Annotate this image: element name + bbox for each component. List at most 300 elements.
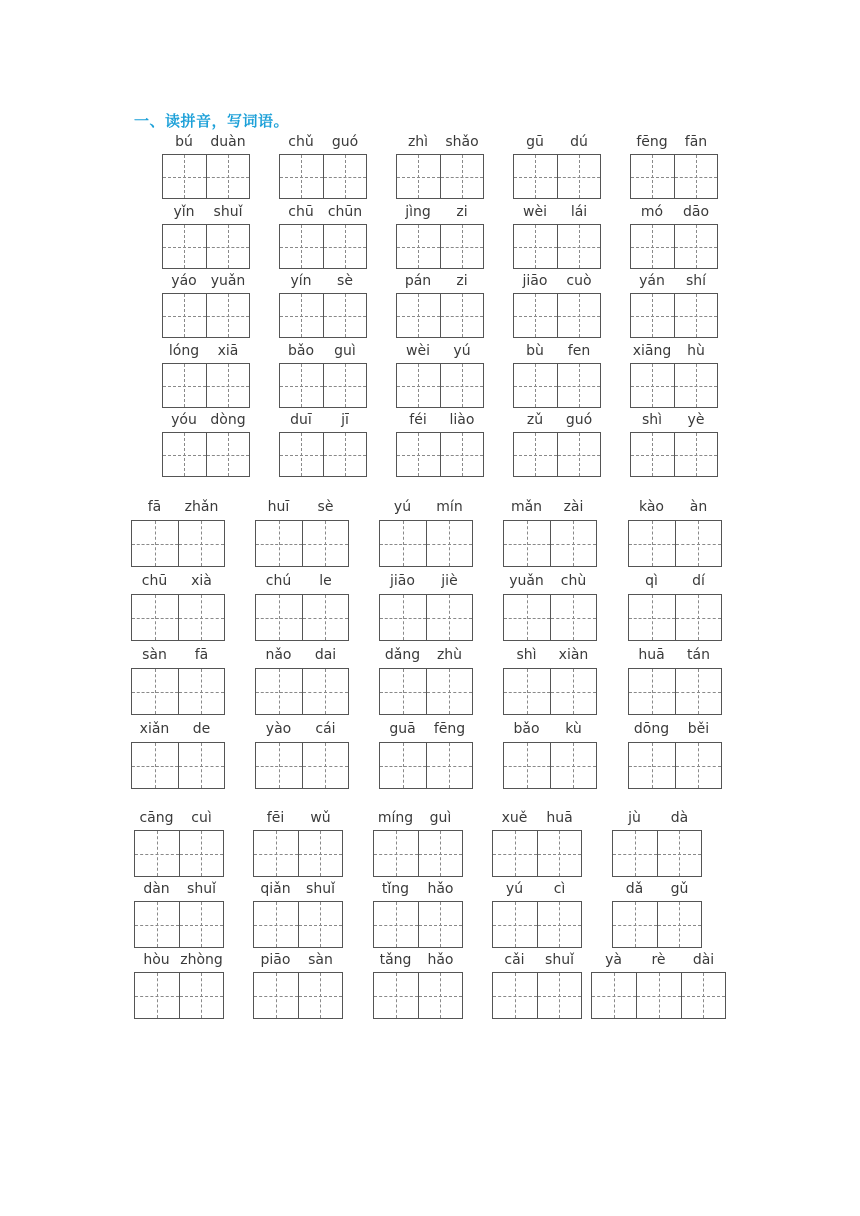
writing-grid[interactable] (134, 972, 224, 1019)
tian-zi-cell[interactable] (280, 294, 323, 337)
pinyin-syllable: xiàn (558, 647, 589, 663)
writing-grid[interactable] (379, 520, 473, 567)
pinyin-syllable: duī (290, 412, 312, 428)
writing-grid[interactable] (373, 901, 463, 948)
pinyin-line (379, 719, 473, 739)
pinyin-line (396, 132, 484, 152)
pinyin-syllable: yú (453, 343, 471, 359)
word-item (279, 341, 367, 408)
tian-zi-cell[interactable] (629, 743, 675, 788)
pinyin-line (628, 645, 722, 665)
word-item (396, 410, 484, 477)
tian-zi-cell[interactable] (426, 595, 472, 640)
writing-grid[interactable] (134, 830, 224, 877)
pinyin-line (379, 571, 473, 591)
tian-zi-cell[interactable] (514, 294, 557, 337)
tian-zi-cell[interactable] (557, 155, 600, 198)
word-item (162, 202, 250, 269)
tian-zi-cell[interactable] (132, 521, 178, 566)
pinyin-line (379, 497, 473, 517)
tian-zi-cell[interactable] (397, 225, 440, 268)
pinyin-line (373, 879, 463, 899)
pinyin-syllable: sàn (142, 647, 167, 663)
writing-grid[interactable] (134, 901, 224, 948)
tian-zi-cell[interactable] (132, 669, 178, 714)
tian-zi-cell[interactable] (440, 155, 483, 198)
word-item (162, 341, 250, 408)
pinyin-line (162, 341, 250, 361)
writing-grid[interactable] (513, 363, 601, 408)
pinyin-syllable: cuì (191, 810, 212, 826)
tian-zi-cell[interactable] (206, 155, 249, 198)
writing-grid[interactable] (373, 972, 463, 1019)
tian-zi-cell[interactable] (323, 433, 366, 476)
tian-zi-cell[interactable] (674, 225, 717, 268)
pinyin-line (255, 719, 349, 739)
tian-zi-cell[interactable] (514, 155, 557, 198)
writing-grid[interactable] (279, 293, 367, 338)
pinyin-syllable: yào (265, 721, 292, 737)
pinyin-line (255, 571, 349, 591)
tian-zi-cell[interactable] (323, 364, 366, 407)
writing-grid[interactable] (396, 363, 484, 408)
pinyin-line (131, 497, 225, 517)
tian-zi-cell[interactable] (550, 521, 596, 566)
pinyin-syllable: dí (692, 573, 705, 589)
writing-grid[interactable] (612, 901, 702, 948)
tian-zi-cell[interactable] (374, 831, 418, 876)
word-item (162, 132, 250, 199)
tian-zi-cell[interactable] (178, 669, 224, 714)
tian-zi-cell[interactable] (504, 595, 550, 640)
tian-zi-cell[interactable] (135, 902, 179, 947)
pinyin-syllable: dà (670, 810, 689, 826)
tian-zi-cell[interactable] (675, 521, 721, 566)
writing-grid[interactable] (255, 520, 349, 567)
pinyin-syllable: jìng (405, 204, 431, 220)
word-item (379, 645, 473, 715)
writing-grid[interactable] (255, 594, 349, 641)
writing-grid[interactable] (396, 224, 484, 269)
word-item (630, 271, 718, 338)
word-item (492, 950, 582, 1019)
tian-zi-cell[interactable] (675, 743, 721, 788)
tian-zi-cell[interactable] (280, 155, 323, 198)
tian-zi-cell[interactable] (280, 433, 323, 476)
pinyin-syllable: wǔ (310, 810, 331, 826)
tian-zi-cell[interactable] (256, 669, 302, 714)
pinyin-line (255, 645, 349, 665)
tian-zi-cell[interactable] (675, 595, 721, 640)
tian-zi-cell[interactable] (254, 973, 298, 1018)
tian-zi-cell[interactable] (550, 595, 596, 640)
writing-grid[interactable] (513, 224, 601, 269)
word-item (373, 879, 463, 948)
tian-zi-cell[interactable] (674, 433, 717, 476)
word-item (630, 410, 718, 477)
pinyin-syllable: hòu (143, 952, 170, 968)
tian-zi-cell[interactable] (426, 669, 472, 714)
tian-zi-cell[interactable] (657, 902, 701, 947)
tian-zi-cell[interactable] (631, 225, 674, 268)
pinyin-line (492, 879, 582, 899)
tian-zi-cell[interactable] (206, 294, 249, 337)
pinyin-syllable: shí (685, 273, 707, 289)
pinyin-syllable: yóu (171, 412, 197, 428)
tian-zi-cell[interactable] (323, 294, 366, 337)
word-item (253, 879, 343, 948)
writing-grid[interactable] (162, 293, 250, 338)
writing-grid[interactable] (630, 293, 718, 338)
pinyin-syllable: shì (641, 412, 663, 428)
tian-zi-cell[interactable] (163, 433, 206, 476)
tian-zi-cell[interactable] (163, 155, 206, 198)
writing-grid[interactable] (279, 363, 367, 408)
tian-zi-cell[interactable] (380, 595, 426, 640)
tian-zi-cell[interactable] (426, 743, 472, 788)
pinyin-syllable: fān (684, 134, 708, 150)
writing-grid[interactable] (503, 742, 597, 789)
tian-zi-cell[interactable] (298, 973, 342, 1018)
pinyin-syllable: huī (267, 499, 290, 515)
pinyin-syllable: sè (317, 499, 334, 515)
tian-zi-cell[interactable] (514, 225, 557, 268)
writing-grid[interactable] (162, 432, 250, 477)
writing-grid[interactable] (513, 154, 601, 199)
tian-zi-cell[interactable] (631, 155, 674, 198)
tian-zi-cell[interactable] (163, 225, 206, 268)
tian-zi-cell[interactable] (674, 155, 717, 198)
tian-zi-cell[interactable] (380, 521, 426, 566)
word-item (379, 571, 473, 641)
tian-zi-cell[interactable] (178, 743, 224, 788)
pinyin-syllable: yú (393, 499, 412, 515)
word-item (255, 497, 349, 567)
tian-zi-cell[interactable] (504, 743, 550, 788)
tian-zi-cell[interactable] (681, 973, 725, 1018)
tian-zi-cell[interactable] (254, 831, 298, 876)
pinyin-syllable: dǎ (625, 881, 644, 897)
tian-zi-cell[interactable] (397, 433, 440, 476)
pinyin-syllable: dāo (682, 204, 710, 220)
pinyin-syllable: shuǐ (306, 881, 335, 897)
tian-zi-cell[interactable] (374, 902, 418, 947)
writing-grid[interactable] (630, 224, 718, 269)
tian-zi-cell[interactable] (426, 521, 472, 566)
writing-grid[interactable] (162, 154, 250, 199)
pinyin-syllable: wèi (406, 343, 430, 359)
pinyin-line (591, 950, 726, 970)
pinyin-syllable: zài (563, 499, 584, 515)
writing-grid[interactable] (253, 901, 343, 948)
word-item (628, 571, 722, 641)
writing-grid[interactable] (503, 520, 597, 567)
tian-zi-cell[interactable] (179, 902, 223, 947)
word-item (630, 341, 718, 408)
word-item (134, 879, 224, 948)
word-item (513, 271, 601, 338)
tian-zi-cell[interactable] (550, 669, 596, 714)
tian-zi-cell[interactable] (132, 743, 178, 788)
pinyin-syllable: fā (194, 647, 209, 663)
pinyin-syllable: dú (570, 134, 588, 150)
pinyin-syllable: chūn (327, 204, 363, 220)
tian-zi-cell[interactable] (613, 831, 657, 876)
writing-grid[interactable] (492, 830, 582, 877)
tian-zi-cell[interactable] (440, 225, 483, 268)
tian-zi-cell[interactable] (380, 743, 426, 788)
tian-zi-cell[interactable] (298, 902, 342, 947)
tian-zi-cell[interactable] (493, 902, 537, 947)
tian-zi-cell[interactable] (256, 521, 302, 566)
pinyin-syllable: kào (638, 499, 664, 515)
tian-zi-cell[interactable] (613, 902, 657, 947)
tian-zi-cell[interactable] (323, 155, 366, 198)
word-item (131, 719, 225, 789)
tian-zi-cell[interactable] (657, 831, 701, 876)
tian-zi-cell[interactable] (592, 973, 636, 1018)
writing-grid[interactable] (255, 742, 349, 789)
tian-zi-cell[interactable] (631, 433, 674, 476)
tian-zi-cell[interactable] (550, 743, 596, 788)
pinyin-syllable: lái (570, 204, 588, 220)
writing-grid[interactable] (379, 668, 473, 715)
pinyin-syllable: dòng (210, 412, 246, 428)
pinyin-line (279, 341, 367, 361)
tian-zi-cell[interactable] (440, 433, 483, 476)
writing-grid[interactable] (131, 668, 225, 715)
pinyin-syllable: cuò (566, 273, 592, 289)
writing-grid[interactable] (373, 830, 463, 877)
tian-zi-cell[interactable] (280, 225, 323, 268)
word-item (279, 132, 367, 199)
tian-zi-cell[interactable] (440, 294, 483, 337)
pinyin-syllable: sè (337, 273, 353, 289)
word-item (513, 410, 601, 477)
pinyin-syllable: cì (553, 881, 566, 897)
writing-grid[interactable] (131, 520, 225, 567)
pinyin-syllable: hù (687, 343, 705, 359)
tian-zi-cell[interactable] (557, 433, 600, 476)
word-item (513, 341, 601, 408)
tian-zi-cell[interactable] (557, 225, 600, 268)
tian-zi-cell[interactable] (163, 294, 206, 337)
tian-zi-cell[interactable] (537, 831, 581, 876)
writing-grid[interactable] (396, 154, 484, 199)
tian-zi-cell[interactable] (298, 831, 342, 876)
pinyin-syllable: tǎng (379, 952, 412, 968)
pinyin-line (503, 571, 597, 591)
pinyin-line (253, 950, 343, 970)
tian-zi-cell[interactable] (206, 433, 249, 476)
word-item (630, 202, 718, 269)
tian-zi-cell[interactable] (504, 669, 550, 714)
pinyin-syllable: mǎn (510, 499, 543, 515)
tian-zi-cell[interactable] (163, 364, 206, 407)
pinyin-line (513, 271, 601, 291)
tian-zi-cell[interactable] (302, 595, 348, 640)
pinyin-syllable: le (319, 573, 332, 589)
tian-zi-cell[interactable] (514, 433, 557, 476)
writing-grid[interactable] (379, 742, 473, 789)
tian-zi-cell[interactable] (302, 669, 348, 714)
pinyin-line (162, 271, 250, 291)
writing-grid[interactable] (279, 154, 367, 199)
tian-zi-cell[interactable] (256, 743, 302, 788)
tian-zi-cell[interactable] (323, 225, 366, 268)
pinyin-line (513, 410, 601, 430)
tian-zi-cell[interactable] (418, 902, 462, 947)
writing-grid[interactable] (628, 668, 722, 715)
pinyin-syllable: guó (565, 412, 593, 428)
writing-grid[interactable] (630, 154, 718, 199)
tian-zi-cell[interactable] (135, 973, 179, 1018)
writing-grid[interactable] (131, 742, 225, 789)
writing-grid[interactable] (492, 972, 582, 1019)
writing-grid[interactable] (492, 901, 582, 948)
tian-zi-cell[interactable] (206, 225, 249, 268)
pinyin-line (162, 410, 250, 430)
word-item (131, 497, 225, 567)
tian-zi-cell[interactable] (374, 973, 418, 1018)
tian-zi-cell[interactable] (418, 831, 462, 876)
tian-zi-cell[interactable] (440, 364, 483, 407)
word-item (255, 645, 349, 715)
tian-zi-cell[interactable] (178, 521, 224, 566)
pinyin-syllable: fēi (266, 810, 285, 826)
word-item (492, 808, 582, 877)
tian-zi-cell[interactable] (674, 364, 717, 407)
pinyin-line (630, 341, 718, 361)
writing-grid[interactable] (162, 224, 250, 269)
word-item (396, 271, 484, 338)
tian-zi-cell[interactable] (135, 831, 179, 876)
tian-zi-cell[interactable] (397, 294, 440, 337)
pinyin-syllable: bǎo (513, 721, 540, 737)
writing-grid[interactable] (279, 432, 367, 477)
pinyin-line (612, 808, 702, 828)
tian-zi-cell[interactable] (493, 973, 537, 1018)
pinyin-syllable: yáo (171, 273, 197, 289)
tian-zi-cell[interactable] (397, 364, 440, 407)
word-item (255, 571, 349, 641)
tian-zi-cell[interactable] (537, 973, 581, 1018)
writing-grid[interactable] (513, 432, 601, 477)
writing-grid[interactable] (379, 594, 473, 641)
tian-zi-cell[interactable] (504, 521, 550, 566)
pinyin-syllable: jiāo (390, 573, 415, 589)
tian-zi-cell[interactable] (179, 973, 223, 1018)
tian-zi-cell[interactable] (206, 364, 249, 407)
tian-zi-cell[interactable] (514, 364, 557, 407)
pinyin-line (379, 645, 473, 665)
writing-grid[interactable] (396, 293, 484, 338)
tian-zi-cell[interactable] (380, 669, 426, 714)
tian-zi-cell[interactable] (132, 595, 178, 640)
writing-grid[interactable] (628, 594, 722, 641)
tian-zi-cell[interactable] (179, 831, 223, 876)
writing-grid[interactable] (630, 432, 718, 477)
word-item (396, 132, 484, 199)
tian-zi-cell[interactable] (280, 364, 323, 407)
tian-zi-cell[interactable] (178, 595, 224, 640)
pinyin-line (279, 271, 367, 291)
pinyin-syllable: kù (565, 721, 582, 737)
pinyin-syllable: yǐn (173, 204, 195, 220)
tian-zi-cell[interactable] (302, 521, 348, 566)
writing-grid[interactable] (253, 972, 343, 1019)
word-item (628, 645, 722, 715)
pinyin-syllable: de (192, 721, 211, 737)
tian-zi-cell[interactable] (397, 155, 440, 198)
word-item (612, 879, 702, 948)
tian-zi-cell[interactable] (256, 595, 302, 640)
tian-zi-cell[interactable] (557, 294, 600, 337)
tian-zi-cell[interactable] (629, 521, 675, 566)
word-item (503, 497, 597, 567)
pinyin-syllable: cāng (139, 810, 174, 826)
pinyin-line (134, 808, 224, 828)
writing-grid[interactable] (628, 742, 722, 789)
tian-zi-cell[interactable] (537, 902, 581, 947)
tian-zi-cell[interactable] (629, 595, 675, 640)
tian-zi-cell[interactable] (631, 294, 674, 337)
writing-grid[interactable] (612, 830, 702, 877)
word-item (279, 271, 367, 338)
pinyin-line (630, 410, 718, 430)
writing-grid[interactable] (162, 363, 250, 408)
tian-zi-cell[interactable] (631, 364, 674, 407)
writing-grid[interactable] (503, 594, 597, 641)
tian-zi-cell[interactable] (557, 364, 600, 407)
writing-grid[interactable] (513, 293, 601, 338)
writing-grid[interactable] (396, 432, 484, 477)
word-item (612, 808, 702, 877)
pinyin-syllable: zhòng (180, 952, 223, 968)
writing-grid[interactable] (279, 224, 367, 269)
tian-zi-cell[interactable] (674, 294, 717, 337)
pinyin-syllable: yuǎn (210, 273, 246, 289)
tian-zi-cell[interactable] (493, 831, 537, 876)
writing-grid[interactable] (255, 668, 349, 715)
pinyin-syllable: piāo (260, 952, 291, 968)
writing-grid[interactable] (630, 363, 718, 408)
tian-zi-cell[interactable] (629, 669, 675, 714)
pinyin-syllable: bù (526, 343, 544, 359)
tian-zi-cell[interactable] (302, 743, 348, 788)
pinyin-syllable: fēng (433, 721, 466, 737)
pinyin-syllable: mó (640, 204, 664, 220)
pinyin-syllable: zi (456, 273, 468, 289)
writing-grid[interactable] (131, 594, 225, 641)
writing-grid[interactable] (628, 520, 722, 567)
pinyin-syllable: xuě (501, 810, 528, 826)
tian-zi-cell[interactable] (254, 902, 298, 947)
pinyin-syllable: cái (315, 721, 336, 737)
writing-grid[interactable] (253, 830, 343, 877)
pinyin-syllable: zǔ (526, 412, 544, 428)
writing-grid[interactable] (591, 972, 726, 1019)
pinyin-line (131, 645, 225, 665)
word-item (134, 950, 224, 1019)
word-item (253, 950, 343, 1019)
tian-zi-cell[interactable] (675, 669, 721, 714)
pinyin-syllable: dai (314, 647, 337, 663)
tian-zi-cell[interactable] (636, 973, 680, 1018)
writing-grid[interactable] (503, 668, 597, 715)
tian-zi-cell[interactable] (418, 973, 462, 1018)
pinyin-line (255, 497, 349, 517)
